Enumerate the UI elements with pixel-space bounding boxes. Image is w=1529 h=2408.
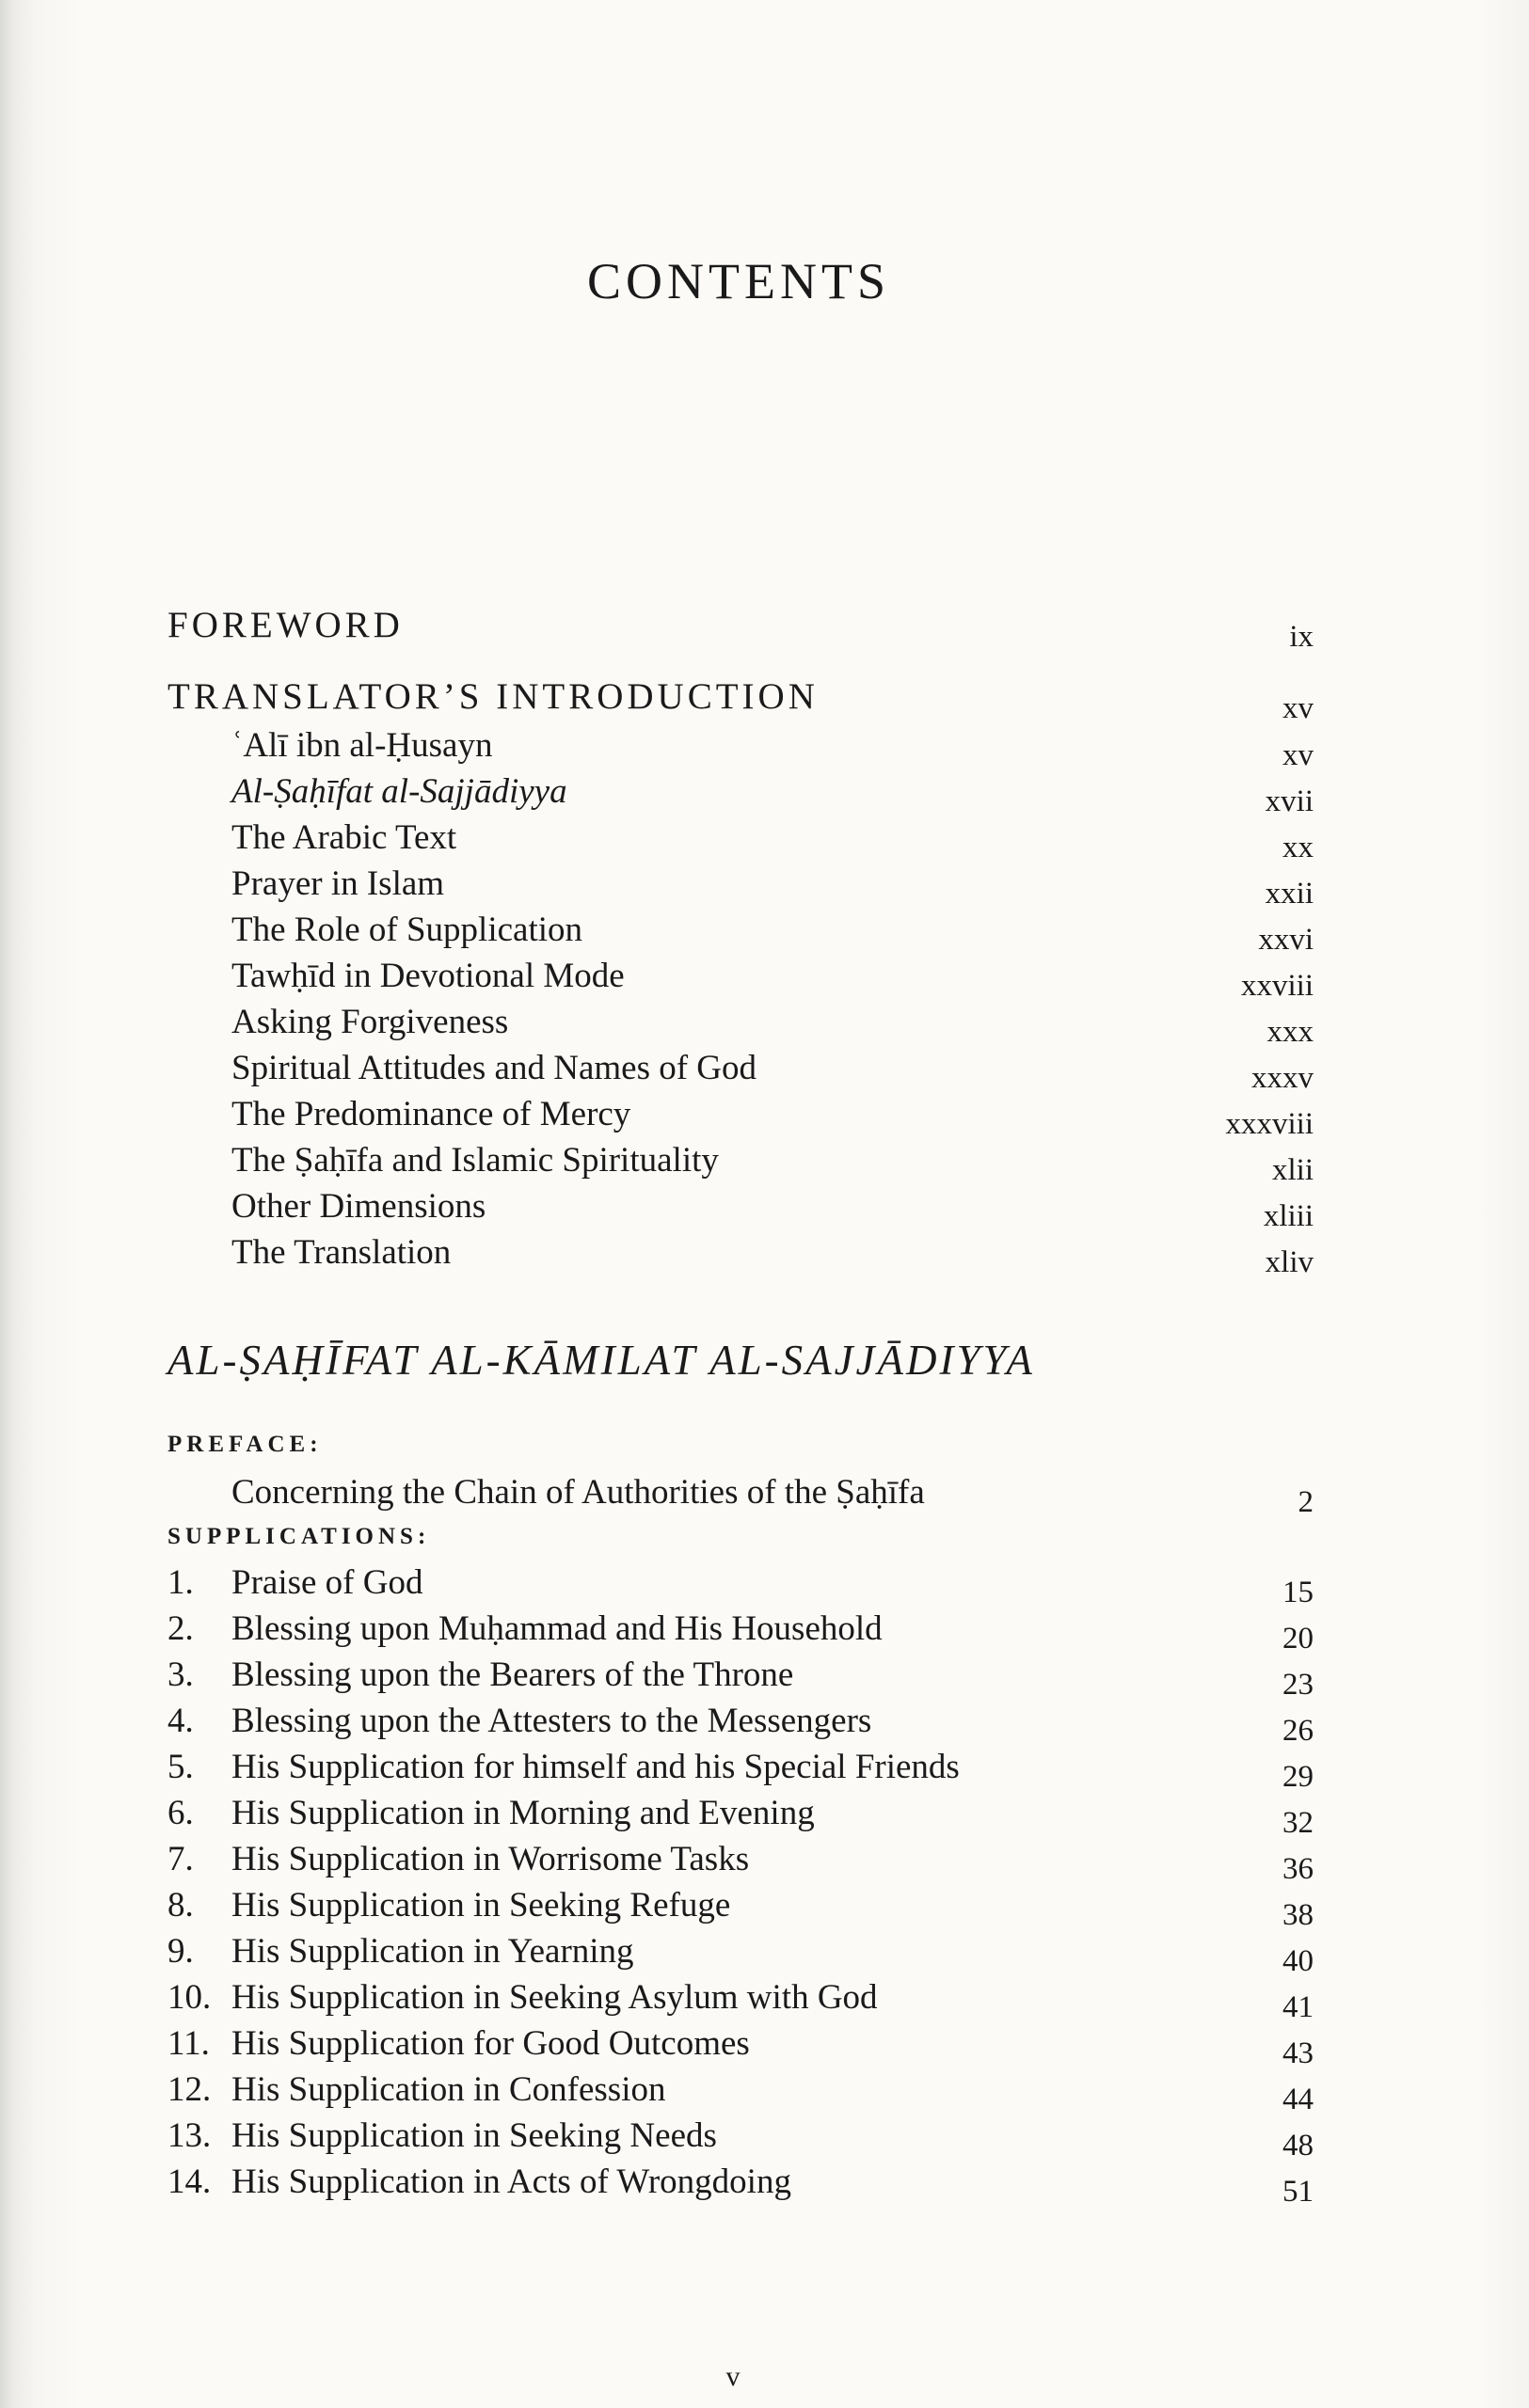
entry-number: 14. xyxy=(167,2162,212,2201)
toc-page-number: xx xyxy=(1282,831,1314,864)
toc-page-number: xxxv xyxy=(1251,1061,1314,1095)
toc-page-number: xlii xyxy=(1271,1153,1314,1187)
toc-entry-title: Concerning the Chain of Authorities of the Ṣaḥīfa xyxy=(231,1473,925,1512)
toc-entry-title: Asking Forgiveness xyxy=(231,1003,509,1041)
toc-entry-title: His Supplication in Seeking Asylum with God xyxy=(231,1978,878,2017)
toc-entry-title: The Ṣaḥīfa and Islamic Spirituality xyxy=(231,1141,719,1180)
toc-page-number: xxxviii xyxy=(1225,1107,1314,1141)
toc-entry-title: His Supplication in Seeking Refuge xyxy=(231,1886,731,1925)
toc-subentry xyxy=(167,909,1314,957)
toc-subentry xyxy=(167,955,1314,1003)
toc-page-number: xv xyxy=(1282,691,1314,725)
toc-page-number: xxx xyxy=(1266,1015,1314,1049)
toc-entry-title: Tawḥīd in Devotional Mode xyxy=(231,957,625,995)
entry-number: 13. xyxy=(167,2116,212,2155)
toc-subentry xyxy=(167,1047,1314,1095)
toc-page-number: 40 xyxy=(1282,1944,1314,1978)
entry-number: 3. xyxy=(167,1656,194,1694)
toc-page-number: ix xyxy=(1289,620,1314,654)
toc-supplication-entry xyxy=(167,1654,1314,1702)
toc-entry-title: Blessing upon the Bearers of the Throne xyxy=(231,1656,794,1694)
toc-supplication-entry xyxy=(167,2022,1314,2070)
toc-entry-title: The Translation xyxy=(231,1233,452,1272)
toc-subentry xyxy=(167,1001,1314,1049)
toc-page-number: 44 xyxy=(1282,2083,1314,2116)
toc-supplication-entry xyxy=(167,2161,1314,2209)
toc-entry-title: His Supplication in Worrisome Tasks xyxy=(231,1840,750,1878)
toc-entry-title: His Supplication in Yearning xyxy=(231,1932,634,1971)
toc-entry-title: TRANSLATOR’S INTRODUCTION xyxy=(167,676,819,717)
toc-supplication-entry xyxy=(167,2068,1314,2116)
toc-entry-title: Praise of God xyxy=(231,1563,423,1602)
toc-entry-title: The Arabic Text xyxy=(231,818,457,857)
toc-entry-foreword xyxy=(167,604,1314,654)
toc-entry-title: His Supplication in Confession xyxy=(231,2070,666,2109)
toc-supplication-entry xyxy=(167,2115,1314,2162)
toc-subentry xyxy=(167,1139,1314,1187)
toc-supplication-entry xyxy=(167,1561,1314,1609)
entry-number: 6. xyxy=(167,1794,194,1832)
toc-page-number: 20 xyxy=(1282,1622,1314,1656)
toc-page-number: xxviii xyxy=(1240,969,1314,1003)
toc-supplication-entry xyxy=(167,1700,1314,1748)
toc-entry-preface xyxy=(167,1471,1314,1519)
toc-subentry xyxy=(167,770,1314,818)
toc-page-number: xliv xyxy=(1265,1245,1314,1279)
page-title: CONTENTS xyxy=(587,253,890,309)
part-title: AL-ṢAḤĪFAT AL-KĀMILAT AL-SAJJĀDIYYA xyxy=(167,1337,1035,1384)
toc-supplication-entry xyxy=(167,1884,1314,1932)
toc-page-number: 41 xyxy=(1282,1990,1314,2024)
toc-entry-title: Prayer in Islam xyxy=(231,864,445,903)
toc-page-number: xxii xyxy=(1265,877,1314,911)
toc-page-number: xxvi xyxy=(1258,923,1314,957)
toc-entry-title: ʿAlī ibn al-Ḥusayn xyxy=(231,726,493,765)
toc-entry-title: Spiritual Attitudes and Names of God xyxy=(231,1049,757,1087)
entry-number: 9. xyxy=(167,1932,194,1971)
toc-entry-translators-introduction xyxy=(167,675,1314,725)
entry-number: 12. xyxy=(167,2070,212,2109)
toc-entry-title: His Supplication for himself and his Special Friends xyxy=(231,1748,960,1786)
toc-page-number: 38 xyxy=(1282,1898,1314,1932)
toc-entry-title: His Supplication for Good Outcomes xyxy=(231,2024,750,2063)
toc-page-number: xliii xyxy=(1263,1199,1314,1233)
toc-supplication-entry xyxy=(167,1838,1314,1886)
toc-page-number: 36 xyxy=(1282,1852,1314,1886)
toc-subentry xyxy=(167,816,1314,864)
entry-number: 10. xyxy=(167,1978,212,2017)
entry-number: 1. xyxy=(167,1563,194,1602)
section-label-supplications: SUPPLICATIONS: xyxy=(167,1524,431,1549)
toc-supplication-entry xyxy=(167,1608,1314,1656)
toc-page-number: 15 xyxy=(1282,1576,1314,1609)
toc-subentry xyxy=(167,724,1314,772)
toc-supplication-entry xyxy=(167,1976,1314,2024)
toc-entry-title: Al-Ṣaḥīfat al-Sajjādiyya xyxy=(231,772,567,811)
entry-number: 11. xyxy=(167,2024,210,2063)
toc-entry-title: The Role of Supplication xyxy=(231,911,583,949)
toc-subentry xyxy=(167,1185,1314,1233)
entry-number: 2. xyxy=(167,1609,194,1648)
toc-page-number: 43 xyxy=(1282,2036,1314,2070)
toc-entry-title: Blessing upon the Attesters to the Messengers xyxy=(231,1702,872,1740)
section-label-preface: PREFACE: xyxy=(167,1432,323,1457)
entry-number: 7. xyxy=(167,1840,194,1878)
toc-page-number: xvii xyxy=(1265,784,1314,818)
toc-supplication-entry xyxy=(167,1792,1314,1840)
toc-supplication-entry xyxy=(167,1746,1314,1794)
toc-page-number: 51 xyxy=(1282,2175,1314,2209)
entry-number: 5. xyxy=(167,1748,194,1786)
toc-entry-title: His Supplication in Seeking Needs xyxy=(231,2116,717,2155)
toc-subentry xyxy=(167,1231,1314,1279)
toc-page-number: 23 xyxy=(1282,1668,1314,1702)
toc-supplication-entry xyxy=(167,1930,1314,1978)
toc-page-number: 48 xyxy=(1282,2129,1314,2162)
toc-page-number: 29 xyxy=(1282,1760,1314,1794)
page-folio: v xyxy=(725,2361,741,2392)
toc-page-number: xv xyxy=(1282,738,1314,772)
toc-entry-title: Blessing upon Muḥammad and His Household xyxy=(231,1609,883,1648)
toc-entry-title: His Supplication in Acts of Wrongdoing xyxy=(231,2162,791,2201)
toc-entry-title: The Predominance of Mercy xyxy=(231,1095,631,1133)
entry-number: 4. xyxy=(167,1702,194,1740)
entry-number: 8. xyxy=(167,1886,194,1925)
toc-subentry xyxy=(167,863,1314,911)
toc-page-number: 2 xyxy=(1298,1485,1314,1519)
toc-entry-title: Other Dimensions xyxy=(231,1187,486,1226)
toc-entry-title: FOREWORD xyxy=(167,605,404,645)
toc-subentry xyxy=(167,1093,1314,1141)
toc-page-number: 32 xyxy=(1282,1806,1314,1840)
toc-page-number: 26 xyxy=(1282,1714,1314,1748)
toc-entry-title: His Supplication in Morning and Evening xyxy=(231,1794,815,1832)
